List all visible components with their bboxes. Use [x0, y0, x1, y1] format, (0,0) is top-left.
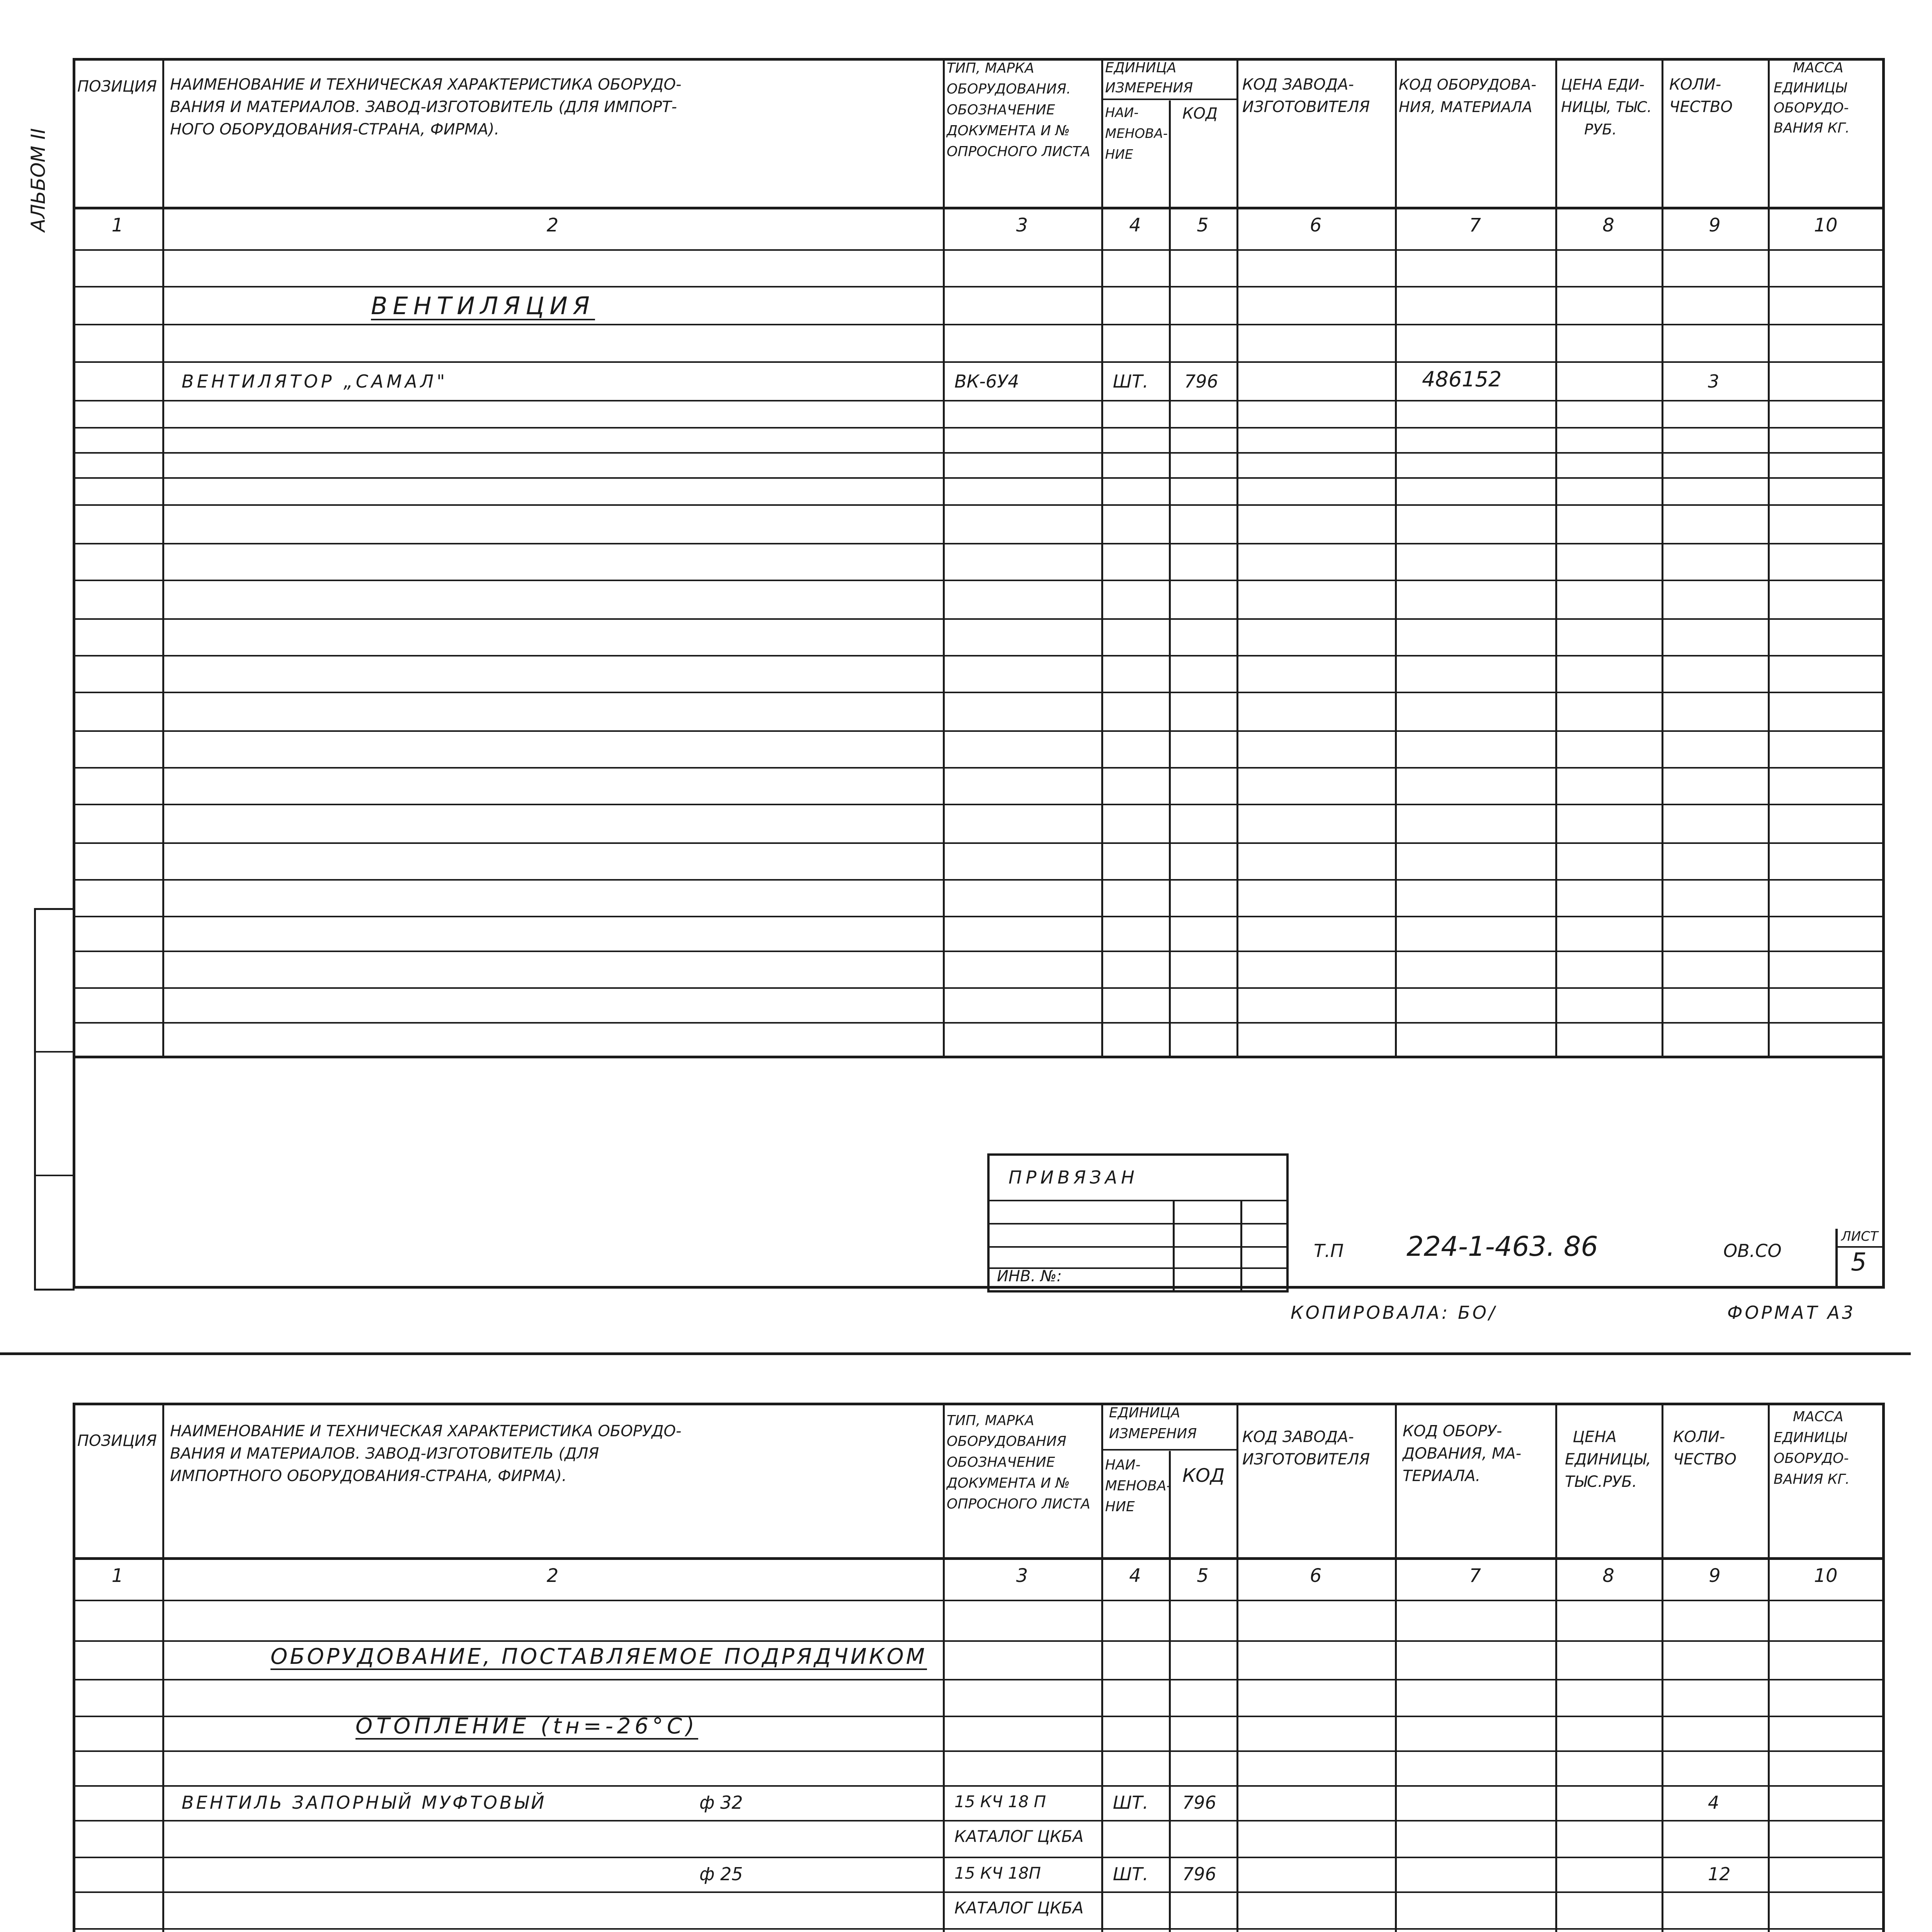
col-unit-name-header: НАИ- МЕНОВА- НИЕ [1105, 105, 1168, 162]
col-equip-code-header: КОД ОБОРУ- ДОВАНИЯ, МА- ТЕРИАЛА. [1403, 1422, 1522, 1485]
col-number: 8 [1602, 1565, 1614, 1587]
col-number: 10 [1814, 214, 1838, 236]
col-mass-header: МАССА ЕДИНИЦЫ ОБОРУДО- ВАНИЯ КГ. [1774, 60, 1850, 136]
table-row-unit: ШТ. [1113, 371, 1148, 392]
col-equip-code-header: КОД ОБОРУДОВА- НИЯ, МАТЕРИАЛА [1399, 76, 1536, 116]
col-number: 9 [1709, 1565, 1721, 1587]
col-position-header: ПОЗИЦИЯ [77, 1432, 157, 1450]
col-name-header: НАИМЕНОВАНИЕ И ТЕХНИЧЕСКАЯ ХАРАКТЕРИСТИКА ОБОРУДО- ВАНИЯ И МАТЕРИАЛОВ. ЗАВОД-ИЗГОТОВИТЕЛЬ (ДЛЯ ИМПОРТНОГО ОБОРУДОВАНИЯ-СТРАНА, ФИРМА). [170, 1422, 682, 1485]
binding-strip-top [34, 908, 75, 1291]
table-row-unit: ШТ. [1113, 1792, 1148, 1813]
col-unit-name-header: НАИ- МЕНОВА- НИЕ [1105, 1457, 1172, 1515]
table-row-code: 796 [1182, 1792, 1216, 1813]
stamp-mark: ОВ.СО [1723, 1240, 1782, 1261]
table-row-code: 796 [1184, 371, 1218, 392]
col-number: 4 [1129, 214, 1141, 236]
col-unit-group-header: ЕДИНИЦА ИЗМЕРЕНИЯ [1105, 60, 1193, 96]
table-row-type: КАТАЛОГ ЦКБА [954, 1827, 1084, 1846]
section-heading-contractor-equipment: ОБОРУДОВАНИЕ, ПОСТАВЛЯЕМОЕ ПОДРЯДЧИКОМ [270, 1644, 927, 1669]
col-qty-header: КОЛИ- ЧЕСТВО [1673, 1428, 1736, 1468]
col-type-header: ТИП, МАРКА ОБОРУДОВАНИЯ. ОБОЗНАЧЕНИЕ ДОКУМЕНТА И № ОПРОСНОГО ЛИСТА [947, 60, 1090, 160]
col-qty-header: КОЛИ- ЧЕСТВО [1669, 76, 1733, 116]
col-number: 6 [1310, 214, 1322, 236]
table-row-qty: 3 [1708, 371, 1719, 392]
col-price-header: ЦЕНА ЕДИНИЦЫ, ТЫС.РУБ. [1565, 1428, 1651, 1491]
sheet-number: 5 [1851, 1248, 1867, 1277]
sheet-divider [0, 1352, 1911, 1355]
col-unit-code-header: КОД [1182, 1465, 1225, 1486]
col-price-header: ЦЕНА ЕДИ- НИЦЫ, ТЫС. РУБ. [1561, 76, 1652, 138]
format-label: ФОРМАТ А3 [1727, 1302, 1856, 1323]
col-number: 2 [546, 214, 559, 236]
sheet-label: ЛИСТ [1841, 1229, 1878, 1244]
table-row-qty: 12 [1708, 1864, 1731, 1884]
col-number: 8 [1602, 214, 1614, 236]
table-row-diameter: ф 32 [699, 1792, 743, 1813]
document-code: 224-1-463. 86 [1406, 1231, 1598, 1262]
table-row-qty: 4 [1708, 1792, 1719, 1813]
copied-by: КОПИРОВАЛА: БО/ [1291, 1302, 1497, 1323]
table-row-name: ВЕНТИЛЯТОР „САМАЛ" [182, 371, 448, 392]
col-number: 3 [1016, 1565, 1028, 1587]
table-row-name: ВЕНТИЛЬ ЗАПОРНЫЙ МУФТОВЫЙ [182, 1792, 547, 1813]
col-mass-header: МАССА ЕДИНИЦЫ ОБОРУДО- ВАНИЯ КГ. [1774, 1409, 1850, 1487]
table-row-diameter: ф 25 [699, 1864, 743, 1884]
col-number: 4 [1129, 1565, 1141, 1587]
col-unit-code-header: КОД [1182, 105, 1218, 122]
table-row-type: 15 КЧ 18П [954, 1864, 1041, 1883]
table-row-equip-code: 486152 [1422, 367, 1502, 391]
col-name-header: НАИМЕНОВАНИЕ И ТЕХНИЧЕСКАЯ ХАРАКТЕРИСТИКА ОБОРУДО- ВАНИЯ И МАТЕРИАЛОВ. ЗАВОД-ИЗГОТОВИТЕЛЬ (ДЛЯ ИМПОРТ- НОГО ОБОРУДОВАНИЯ-СТРАНА, ФИРМА). [170, 76, 682, 138]
album-label: АЛЬБОМ II [27, 128, 49, 232]
col-number: 1 [111, 214, 124, 236]
stamp-inv: ИНВ. №: [997, 1267, 1062, 1285]
col-unit-group-header: ЕДИНИЦА ИЗМЕРЕНИЯ [1109, 1405, 1197, 1442]
col-position-header: ПОЗИЦИЯ [77, 78, 157, 95]
stamp-privyazan: ПРИВЯЗАН [1009, 1167, 1138, 1188]
col-number: 2 [546, 1565, 559, 1587]
table-row-type: 15 КЧ 18 П [954, 1792, 1046, 1811]
col-plant-code-header: КОД ЗАВОДА- ИЗГОТОВИТЕЛЯ [1242, 1428, 1370, 1468]
col-number: 7 [1469, 214, 1481, 236]
col-number: 5 [1197, 1565, 1209, 1587]
stamp-tp: Т.П [1314, 1240, 1344, 1261]
col-number: 10 [1814, 1565, 1838, 1587]
col-number: 9 [1709, 214, 1721, 236]
table-row-code: 796 [1182, 1864, 1216, 1884]
col-number: 1 [111, 1565, 124, 1587]
col-number: 3 [1016, 214, 1028, 236]
col-number: 5 [1197, 214, 1209, 236]
table-row-type: КАТАЛОГ ЦКБА [954, 1898, 1084, 1917]
section-heading-heating: ОТОПЛЕНИЕ (tн=-26°С) [355, 1714, 698, 1739]
section-heading-ventilation: ВЕНТИЛЯЦИЯ [371, 292, 595, 320]
col-type-header: ТИП, МАРКА ОБОРУДОВАНИЯ ОБОЗНАЧЕНИЕ ДОКУМЕНТА И № ОПРОСНОГО ЛИСТА [947, 1413, 1090, 1512]
col-number: 6 [1310, 1565, 1322, 1587]
sheet-1 [73, 58, 1885, 1289]
col-plant-code-header: КОД ЗАВОДА- ИЗГОТОВИТЕЛЯ [1242, 76, 1370, 116]
table-row-unit: ШТ. [1113, 1864, 1148, 1884]
col-number: 7 [1469, 1565, 1481, 1587]
table-row-type: ВК-6У4 [954, 371, 1019, 392]
